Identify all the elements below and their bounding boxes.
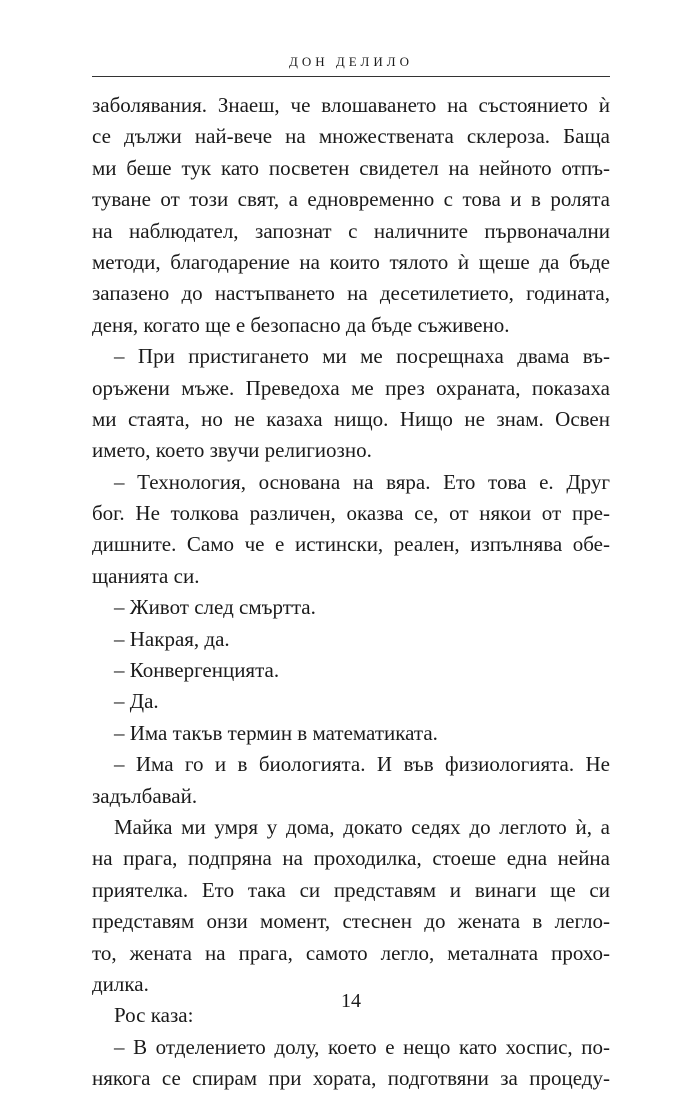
text-line: заболявания. Знаеш, че влошаването на състоянието ѝ	[92, 93, 610, 117]
text-line: оръжени мъже. Преведоха ме през охраната, показаха	[92, 375, 610, 400]
text-line: ми беше тук като посветен свидетел на нейното отпъ-	[92, 155, 610, 180]
text-line: то, жената на прага, самото легло, металната прохо-	[92, 940, 610, 965]
text-line: на наблюдател, запознат с наличните първоначални	[92, 218, 610, 243]
text-line: – Накрая, да.	[114, 626, 230, 651]
text-line: ми стаята, но не казаха нищо. Нищо не знам. Освен	[92, 406, 610, 431]
text-line: дилка.	[92, 971, 149, 996]
header-rule	[92, 76, 610, 77]
text-line: – Има го и в биологията. И във физиологията. Не	[114, 752, 610, 777]
text-line: бог. Не толкова различен, оказва се, от някои от пре-	[92, 501, 610, 526]
text-line: – Има такъв термин в математиката.	[114, 720, 438, 745]
text-line: се дължи най-вече на множествената склероза. Баща	[92, 124, 610, 149]
text-line: запазено до настъпването на десетилетието, годината,	[92, 281, 610, 306]
text-line: Рос каза:	[114, 1003, 194, 1028]
text-line: приятелка. Ето така си представям и винаги ще си	[92, 877, 610, 902]
text-line: туване от този свят, а едновременно с това и в ролята	[92, 187, 610, 212]
page-number: 14	[341, 990, 361, 1012]
text-line: – Конвергенцията.	[114, 658, 280, 683]
text-line: – Технология, основана на вяра. Ето това е. Друг	[114, 469, 610, 494]
text-line: представям онзи момент, стеснен до жената в легло-	[92, 909, 610, 934]
text-line: някога се спирам при хората, подготвяни за процеду-	[92, 1066, 610, 1091]
text-line: Майка ми умря у дома, докато седях до леглото ѝ, а	[114, 814, 610, 839]
text-line: името, което звучи религиозно.	[92, 438, 372, 463]
body-text	[92, 90, 610, 1095]
text-line: – Живот след смъртта.	[114, 595, 316, 620]
text-line: щанията си.	[92, 563, 200, 588]
running-head: ДОН ДЕЛИЛО	[289, 54, 413, 69]
text-line: методи, благодарение на които тялото ѝ щеше да бъде	[92, 249, 610, 274]
text-line: на прага, подпряна на проходилка, стоеше една нейна	[92, 846, 610, 871]
text-line: – При пристигането ми ме посрещнаха двама въ-	[114, 344, 610, 369]
text-line: – Да.	[114, 689, 159, 714]
text-line: дишните. Само че е истински, реален, изпълнява обе-	[92, 532, 610, 557]
text-line: задълбавай.	[92, 783, 198, 808]
text-line: деня, когато ще е безопасно да бъде съживено.	[92, 312, 510, 337]
text-line: – В отделението долу, което е нещо като хоспис, по-	[114, 1034, 610, 1059]
